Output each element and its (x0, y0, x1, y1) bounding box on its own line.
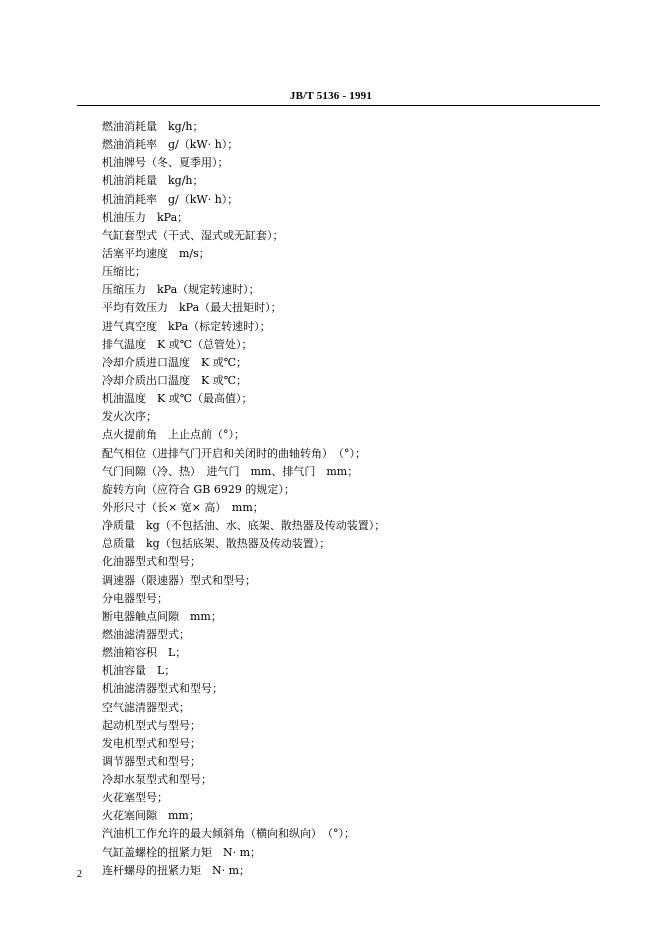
list-item: 空气滤清器型式； (102, 700, 190, 714)
list-item: 总质量 kg（包括底架、散热器及传动装置）； (102, 537, 331, 551)
list-item: 机油牌号（冬、夏季用）； (102, 156, 229, 170)
list-item: 机油压力 kPa； (102, 210, 189, 224)
list-item: 汽油机工作允许的最大倾斜角（横向和纵向） （°）； (102, 827, 355, 841)
list-item: 平均有效压力 kPa（最大扭矩时）； (102, 301, 282, 315)
list-item: 燃油消耗量 kg/h； (102, 120, 204, 133)
list-item: 压缩压力 kPa（规定转速时）； (102, 283, 260, 297)
list-item: 气缸套型式（干式、湿式或无缸套）； (102, 228, 284, 242)
list-item: 火花塞间隙 mm； (102, 809, 200, 823)
list-item: 化油器型式和型号； (102, 555, 201, 569)
list-item: 起动机型式与型号； (102, 718, 201, 732)
list-item: 连杆螺母的扭紧力矩 N· m； (102, 863, 251, 877)
list-item: 机油消耗量 kg/h； (102, 174, 204, 188)
list-item: 压缩比； (102, 265, 146, 279)
list-item: 配气相位（进排气门开启和关闭时的曲轴转角） （°）； (102, 446, 366, 460)
page-number: 2 (77, 869, 82, 880)
list-item: 燃油滤清器型式； (102, 627, 190, 641)
list-item: 进气真空度 kPa（标定转速时）； (102, 319, 271, 333)
list-item: 火花塞型号； (102, 791, 168, 805)
list-item: 冷却水泵型式和型号； (102, 773, 212, 787)
header-divider (77, 105, 600, 106)
list-item: 断电器触点间隙 mm； (102, 609, 222, 623)
list-item: 机油温度 K 或℃（最高值）； (102, 392, 253, 406)
list-item: 调速器（限速器）型式和型号； (102, 573, 256, 587)
list-item: 冷却介质出口温度 K 或℃； (102, 373, 248, 387)
list-item: 排气温度 K 或℃（总管处）； (102, 337, 253, 351)
list-item: 调节器型式和型号； (102, 754, 201, 768)
standard-code-header: JB/T 5136 - 1991 (289, 90, 373, 102)
list-item: 气缸盖螺栓的扭紧力矩 N· m； (102, 845, 262, 859)
list-item: 燃油箱容积 L； (102, 646, 187, 660)
parameter-list (102, 118, 602, 880)
list-item: 活塞平均速度 m/s； (102, 246, 210, 260)
list-item: 旋转方向（应符合 GB 6929 的规定）； (102, 482, 295, 496)
list-item: 净质量 kg（不包括油、水、底架、散热器及传动装置）； (102, 519, 386, 533)
list-item: 机油滤清器型式和型号； (102, 682, 223, 696)
list-item: 气门间隙（冷、热） 进气门 mm、排气门 mm； (102, 464, 359, 478)
list-item: 点火提前角 上止点前（°）； (102, 428, 245, 442)
list-item: 机油消耗率 g/（kW· h）； (102, 192, 239, 206)
list-item: 分电器型号； (102, 591, 168, 605)
list-item: 机油容量 L； (102, 664, 176, 678)
list-item: 燃油消耗率 g/（kW· h）； (102, 138, 239, 152)
list-item: 发火次序； (102, 410, 157, 424)
list-item: 发电机型式和型号； (102, 736, 201, 750)
list-item: 外形尺寸（长× 宽× 高） mm； (102, 500, 264, 514)
list-item: 冷却介质进口温度 K 或℃； (102, 355, 248, 369)
